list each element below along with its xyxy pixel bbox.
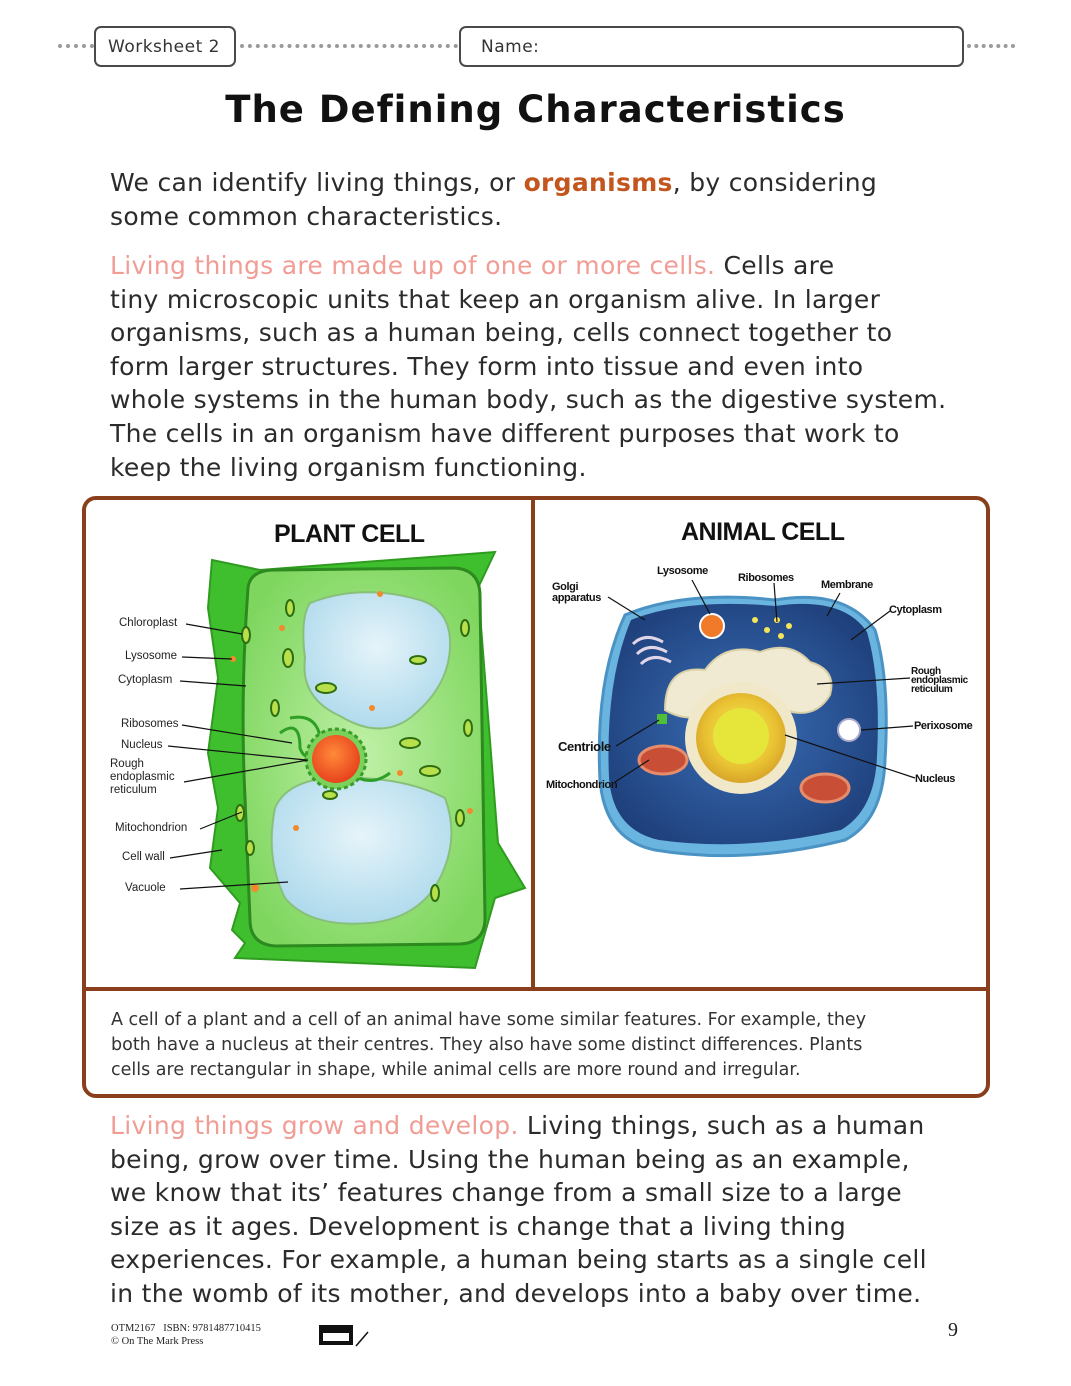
intro-line-2: some common characteristics. (110, 201, 503, 231)
header-dots-middle (240, 44, 458, 48)
caption-line: A cell of a plant and a cell of an animal have some similar features. For example, they (111, 1010, 867, 1030)
product-code: OTM2167 (111, 1323, 156, 1334)
animal-label-rer-2: endoplasmic (911, 675, 968, 686)
plant-label-chloroplast: Chloroplast (119, 617, 178, 629)
frame-divider-horizontal (84, 987, 988, 991)
animal-label-centriole: Centriole (558, 739, 611, 754)
plant-label-vacuole: Vacuole (125, 882, 166, 894)
animal-label-membrane: Membrane (821, 579, 873, 591)
growth-line: in the womb of its mother, and develops into a baby over time. (110, 1278, 922, 1308)
footer-codes (111, 1322, 261, 1335)
frame-divider-vertical (531, 498, 535, 991)
page-title: The Defining Characteristics (225, 88, 846, 131)
plant-label-mitochondrion: Mitochondrion (115, 822, 188, 834)
animal-label-lysosome: Lysosome (657, 565, 708, 577)
growth-line-1 (110, 1109, 980, 1143)
plant-label-nucleus: Nucleus (121, 739, 163, 751)
animal-label-mitochondrion: Mitochondrion (546, 779, 618, 791)
animal-label-nucleus: Nucleus (915, 773, 955, 785)
animal-label-golgi-2: apparatus (552, 592, 601, 604)
caption-line: cells are rectangular in shape, while animal cells are more round and irregular. (111, 1060, 801, 1080)
diagram-caption (111, 1008, 971, 1083)
worksheet-badge (94, 26, 236, 67)
growth-line: we know that its’ features change from a small size to a large (110, 1178, 902, 1208)
plant-cell-title: PLANT CELL (274, 520, 425, 548)
intro-text: We can identify living things, or (110, 168, 524, 197)
cells-line: The cells in an organism have different purposes that work to (110, 418, 900, 448)
animal-label-ribosomes: Ribosomes (738, 572, 794, 584)
animal-label-rer (911, 667, 968, 694)
cells-line: form larger structures. They form into tissue and even into (110, 351, 864, 381)
animal-label-golgi (552, 582, 601, 604)
animal-label-peroxisome: Perixosome (914, 720, 973, 732)
footer-credits (111, 1322, 261, 1348)
plant-label-rer-2: endoplasmic (110, 771, 175, 783)
growth-line: being, grow over time. Using the human being as an example, (110, 1144, 910, 1174)
name-label: Name: (481, 37, 540, 57)
organisms-keyword: organisms (523, 168, 673, 197)
worksheet-label: Worksheet 2 (108, 37, 220, 57)
animal-cell-title: ANIMAL CELL (681, 518, 845, 546)
header-dots-left (58, 44, 94, 48)
growth-text: Living things, such as a human (518, 1111, 925, 1140)
plant-label-rer-1: Rough (110, 758, 144, 770)
cells-text: Cells are (715, 251, 835, 280)
cells-line: organisms, such as a human being, cells connect together to (110, 318, 893, 348)
plant-label-rer-3: reticulum (110, 784, 157, 796)
cells-line: keep the living organism functioning. (110, 452, 587, 482)
intro-paragraph (110, 166, 980, 233)
growth-paragraph (110, 1109, 980, 1311)
isbn: ISBN: 9781487710415 (163, 1323, 261, 1334)
plant-label-cell-wall: Cell wall (122, 851, 165, 863)
plant-label-rer (110, 758, 175, 797)
cells-line: tiny microscopic units that keep an organism alive. In larger (110, 284, 881, 314)
animal-label-golgi-1: Golgi (552, 581, 579, 593)
caption-line: both have a nucleus at their centres. They also have some distinct differences. Plants (111, 1035, 863, 1055)
plant-label-cytoplasm: Cytoplasm (118, 674, 173, 686)
growth-line: experiences. For example, a human being starts as a single cell (110, 1245, 927, 1275)
intro-line-1 (110, 166, 980, 200)
animal-label-rer-3: reticulum (911, 684, 953, 695)
cells-highlight: Living things are made up of one or more cells. (110, 251, 716, 280)
growth-highlight: Living things grow and develop. (110, 1111, 519, 1140)
cells-line-1 (110, 249, 980, 283)
header-dots-right (967, 44, 1015, 48)
copyright: © On The Mark Press (111, 1336, 204, 1347)
cells-line: whole systems in the human body, such as the digestive system. (110, 385, 947, 415)
page-number: 9 (948, 1319, 958, 1341)
plant-label-ribosomes: Ribosomes (121, 718, 179, 730)
cells-paragraph (110, 249, 980, 484)
animal-label-cytoplasm: Cytoplasm (889, 604, 942, 616)
chalkboard-logo-icon (318, 1322, 370, 1350)
name-field[interactable] (459, 26, 964, 67)
animal-label-rer-1: Rough (911, 666, 941, 677)
growth-line: size as it ages. Development is change that a living thing (110, 1211, 846, 1241)
plant-label-lysosome: Lysosome (125, 650, 177, 662)
intro-text: , by considering (672, 168, 878, 197)
